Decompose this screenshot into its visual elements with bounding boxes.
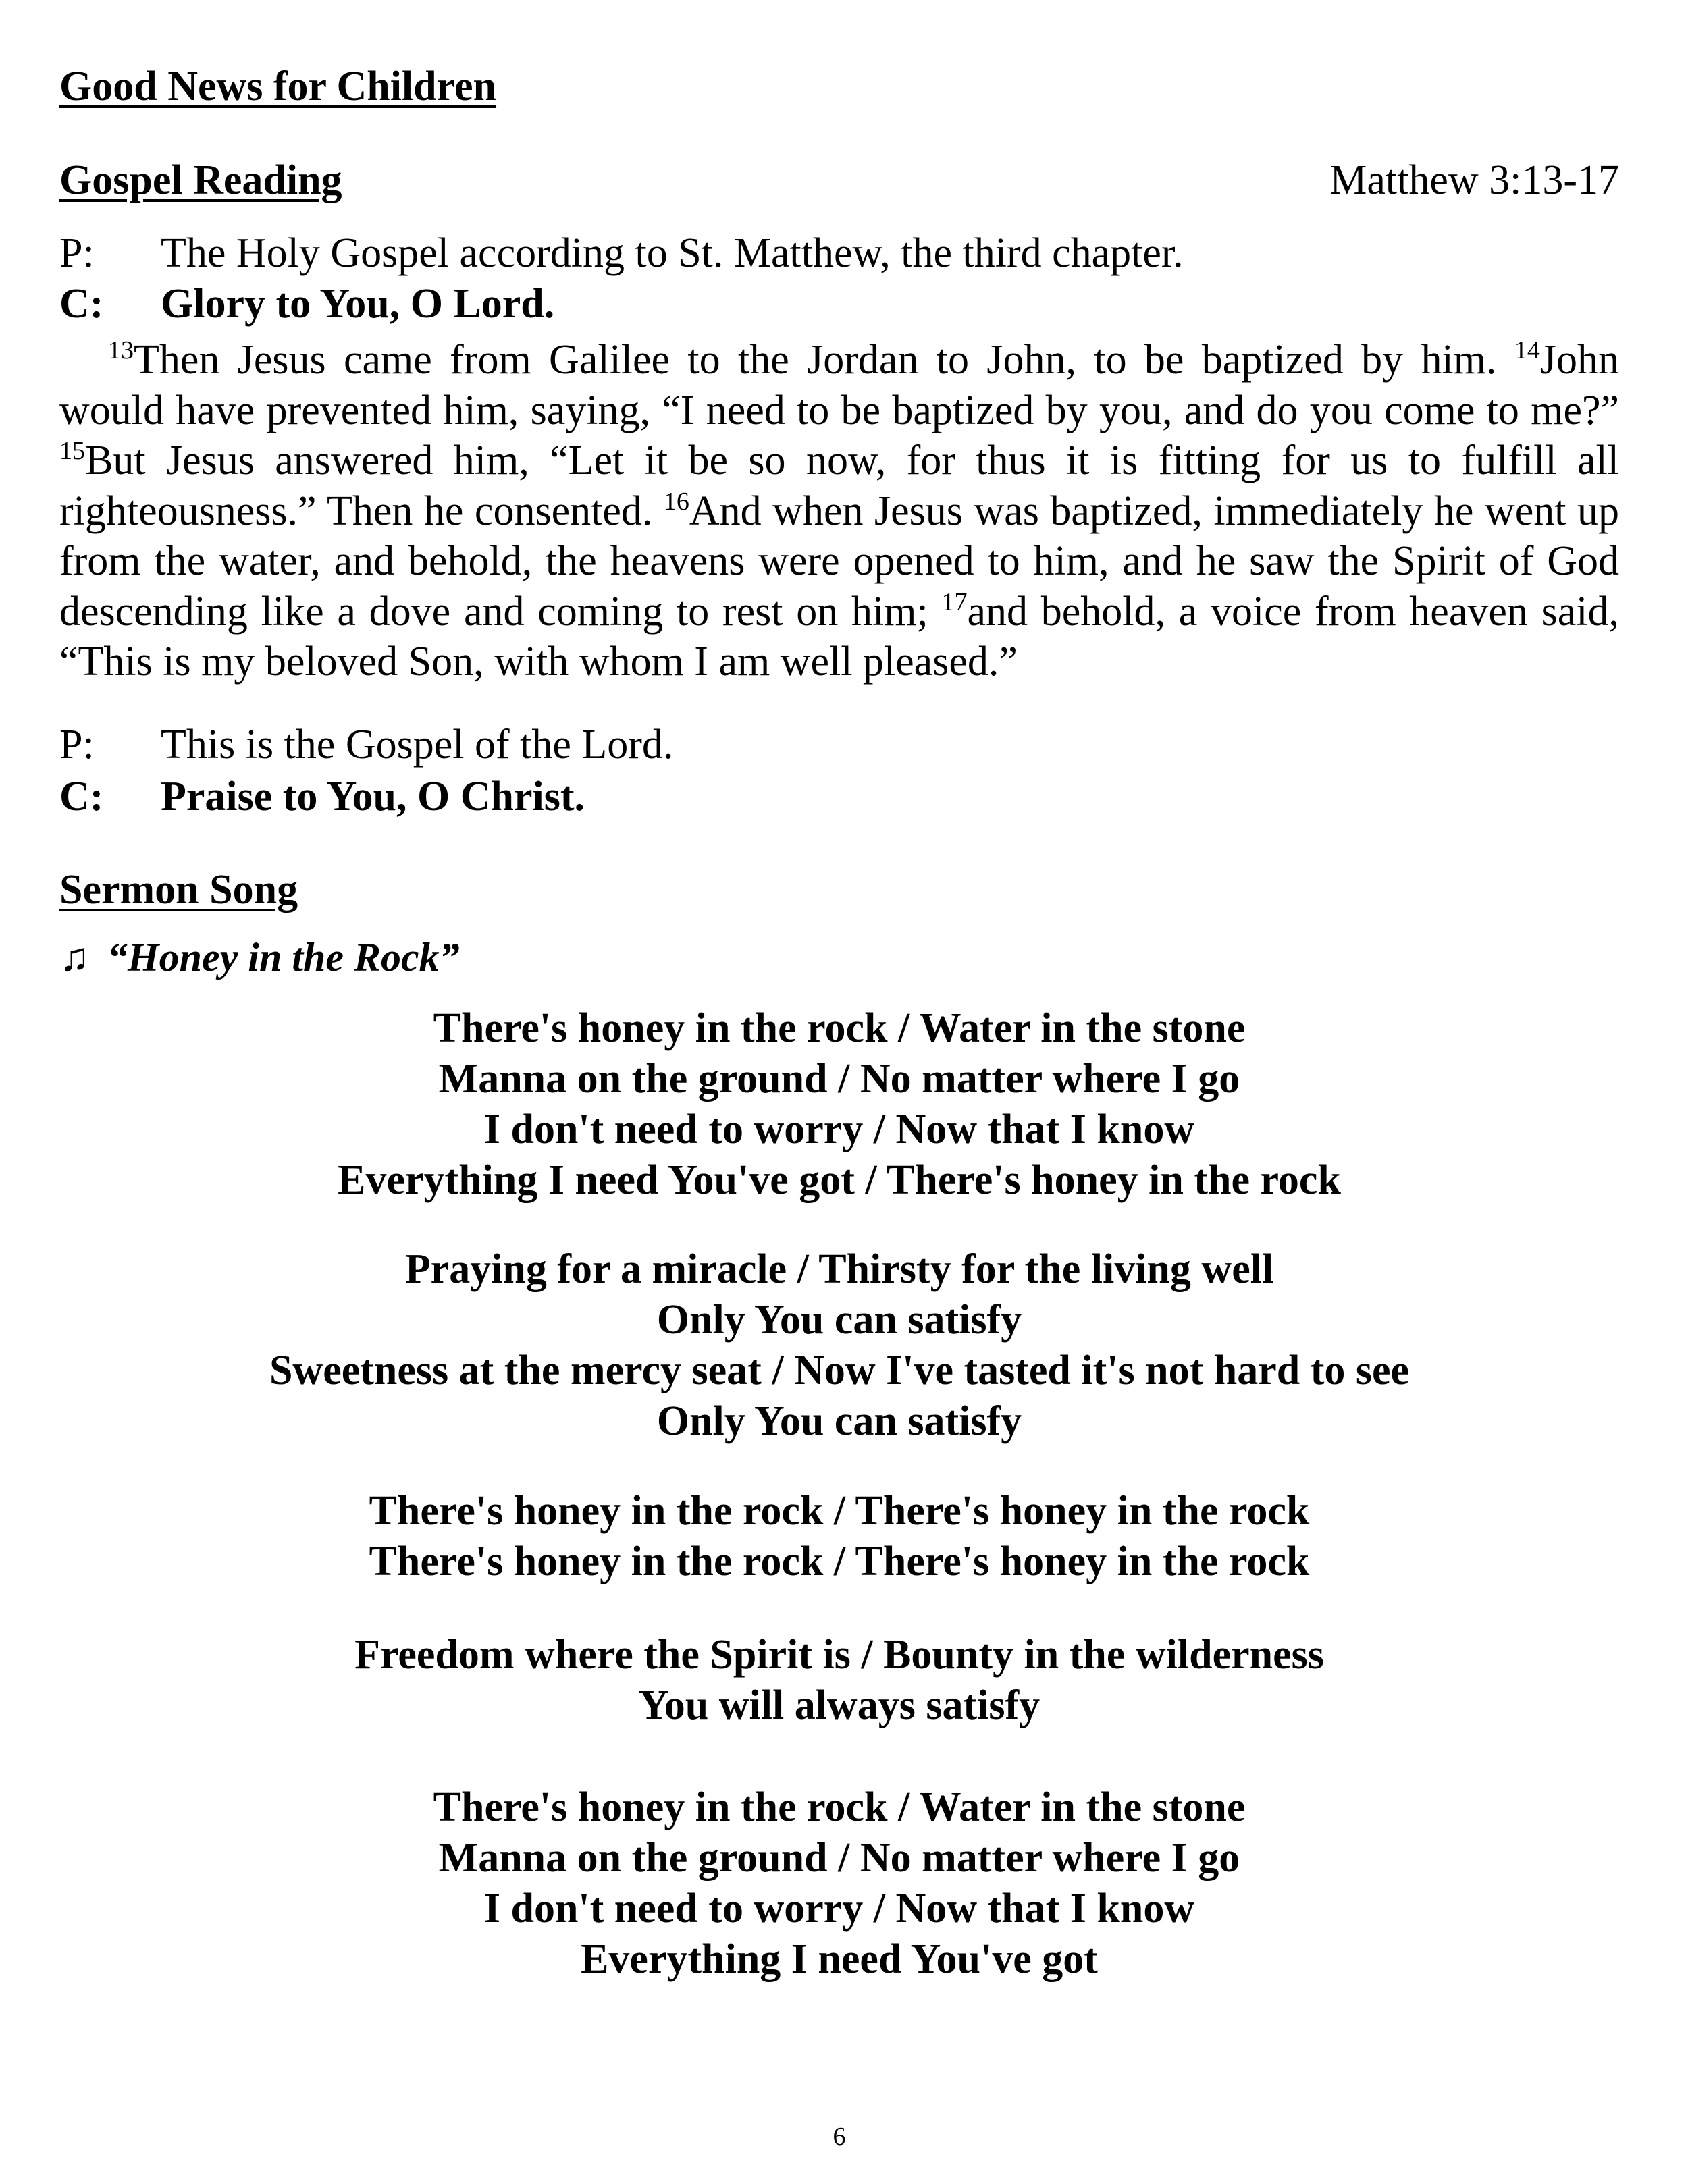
music-note-icon: ♫ [59,935,90,980]
lyric-line: Praying for a miracle / Thirsty for the living well [404,1246,1274,1292]
response-text: The Holy Gospel according to St. Matthew, the third chapter. [161,230,1184,276]
lyric-line: Only You can satisfy [656,1297,1022,1343]
verse-text: John would have prevented him, saying, “I need to be baptized by you, and do you come to me?” [59,337,1619,433]
lyric-line: Manna on the ground / No matter where I go [438,1835,1240,1881]
lyric-line: There's honey in the rock / There's honey in the rock [369,1539,1310,1584]
verse-text: And when Jesus was baptized, immediately he went up from the water, and behold, the heavens were opened to him, and he saw the Spirit of God descending like a dove and coming to rest on him; [59,487,1619,635]
lyric-line: Manna on the ground / No matter where I go [438,1056,1240,1102]
verse-text: and behold, a voice from heaven said, “This is my beloved Son, with whom I am well pleased.” [59,588,1619,685]
lyrics-stanza [59,1782,1619,1985]
verse-text: But Jesus answered him, “Let it be so now, for thus it is fitting for us to fulfill all righteousness.” Then he consented. [59,437,1619,534]
response-text: Praise to You, O Christ. [161,774,585,820]
lyric-line: Everything I need You've got [581,1936,1098,1982]
song-title-text: “Honey in the Rock” [107,935,460,980]
gospel-reference: Matthew 3:13-17 [1329,157,1619,203]
gospel-heading: Gospel Reading [59,157,342,203]
congregation-response [59,776,1619,818]
lyric-line: Only You can satisfy [656,1398,1022,1444]
lyric-line: There's honey in the rock / Water in the stone [433,1784,1246,1830]
children-heading: Good News for Children [59,63,497,109]
lyric-line: Everything I need You've got / There's honey in the rock [338,1157,1341,1203]
response-label: P: [59,722,95,768]
verse-number: 16 [663,487,689,516]
lyrics-stanza [59,1244,1619,1447]
lyric-line: You will always satisfy [638,1682,1040,1728]
verse-number: 15 [59,437,85,465]
lyric-line: Freedom where the Spirit is / Bounty in the wilderness [354,1632,1324,1678]
lyrics-stanza [59,1486,1619,1587]
verse-number: 14 [1514,336,1540,365]
verse-text: Then Jesus came from Galilee to the Jordan to John, to be baptized by him. [134,337,1514,383]
verse-number: 13 [108,336,134,365]
pastor-response [59,232,1619,274]
response-text: This is the Gospel of the Lord. [161,722,674,768]
page-number: 6 [833,2123,846,2151]
lyrics-stanza [59,1003,1619,1206]
response-label: P: [59,230,95,276]
lyric-line: Sweetness at the mercy seat / Now I've tasted it's not hard to see [269,1348,1410,1393]
lyric-line: I don't need to worry / Now that I know [483,1107,1195,1152]
lyrics-stanza [59,1630,1619,1731]
verse-number: 17 [941,587,968,616]
lyric-line: There's honey in the rock / Water in the stone [433,1005,1246,1051]
lyric-line: I don't need to worry / Now that I know [483,1886,1195,1932]
sermon-song-heading: Sermon Song [59,867,298,913]
response-label: C: [59,281,104,327]
response-text: Glory to You, O Lord. [161,281,555,327]
pastor-response [59,724,1619,766]
gospel-reading-text [59,335,1619,687]
lyric-line: There's honey in the rock / There's honey in the rock [369,1488,1310,1534]
song-title [59,937,460,978]
congregation-response [59,283,1619,325]
response-label: C: [59,774,104,820]
bulletin-page [59,0,1619,2184]
